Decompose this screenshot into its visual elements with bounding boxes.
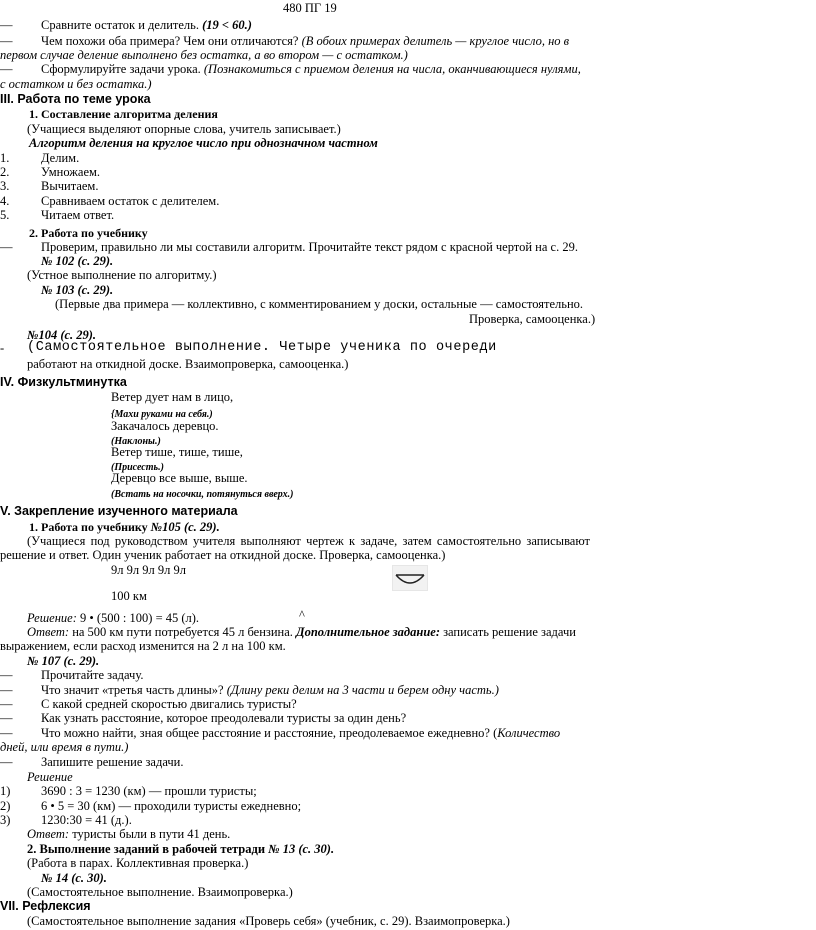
workbook-13-note: (Работа в парах. Коллективная проверка.) bbox=[27, 856, 249, 871]
algorithm-step: Сравниваем остаток с делителем. bbox=[41, 193, 220, 208]
subsection-workbook: 2. Выполнение заданий в рабочей тетради № 13 (с. 30). bbox=[27, 841, 335, 856]
intro-question-1: Сравните остаток и делитель. (19 < 60.) bbox=[41, 18, 252, 33]
exercise-104-note-cont: работают на откидной доске. Взаимопроверка, самооценка.) bbox=[27, 356, 349, 371]
exercise-107-answer-cont: дней, или время в пути.) bbox=[0, 740, 129, 755]
algorithm-step-num: 5. bbox=[0, 208, 10, 222]
intro-question-2: Чем похожи оба примера? Чем они отличаются? (В обоих примерах делитель — круглое число, но в bbox=[41, 33, 570, 48]
algorithm-step-num: 3. bbox=[0, 179, 10, 194]
poem-line: Деревцо все выше, выше. bbox=[111, 470, 248, 485]
algorithm-step: Умножаем. bbox=[41, 164, 101, 179]
section-4-title: IV. Физкультминутка bbox=[0, 374, 127, 389]
poem-line: Закачалось деревцо. bbox=[111, 418, 219, 433]
exercise-107-question: Прочитайте задачу. bbox=[41, 668, 144, 683]
dash: — bbox=[0, 62, 13, 77]
poem-action: (Наклоны.) bbox=[111, 436, 161, 448]
poem-line: Ветер дует нам в лицо, bbox=[111, 390, 234, 405]
algorithm-step: Делим. bbox=[41, 150, 80, 165]
section-7-note: (Самостоятельное выполнение задания «Проверь себя» (учебник, с. 29). Взаимопроверка.) bbox=[27, 913, 510, 928]
intro-question-3: Сформулируйте задачи урока. (Познакомиться с приемом деления на числа, оканчивающиеся нулями, bbox=[41, 62, 581, 77]
subsection-algorithm: 1. Составление алгоритма деления bbox=[29, 107, 218, 122]
dash: — bbox=[0, 33, 13, 48]
dash: — bbox=[0, 239, 13, 254]
dash: — bbox=[0, 697, 13, 711]
algorithm-title: Алгоритм деления на круглое число при однозначном частном bbox=[29, 136, 378, 151]
algorithm-step: Вычитаем. bbox=[41, 179, 99, 194]
solution-107-label: Решение bbox=[27, 769, 73, 784]
algorithm-step-num: 1. bbox=[0, 150, 10, 165]
dash: — bbox=[0, 18, 13, 33]
exercise-104-note: (Самостоятельное выполнение. Четыре ученика по очереди bbox=[27, 340, 497, 356]
segment-drawing bbox=[392, 565, 428, 591]
exercise-107-question: Как узнать расстояние, которое преодолевали туристы за один день? bbox=[41, 711, 407, 726]
poem-line: Ветер тише, тише, тише, bbox=[111, 444, 243, 459]
solution-step-num: 3) bbox=[0, 813, 11, 827]
dash: — bbox=[0, 725, 13, 740]
solution-step: 6 • 5 = 30 (км) — проходили туристы ежедневно; bbox=[41, 798, 302, 813]
section-5-title: V. Закрепление изученного материала bbox=[0, 504, 238, 519]
dash: — bbox=[0, 682, 13, 697]
exercise-103: № 103 (с. 29). bbox=[41, 282, 114, 297]
drawing-liters-label: 9л 9л 9л 9л 9л bbox=[111, 562, 186, 577]
section-7-title: VII. Рефлексия bbox=[0, 899, 91, 914]
exercise-102-note: (Устное выполнение по алгоритму.) bbox=[27, 268, 217, 283]
subsection-textbook-105: 1. Работа по учебнику №105 (с. 29). bbox=[29, 519, 220, 534]
page-header: 480 ПГ 19 bbox=[283, 1, 337, 15]
answer-105: Ответ: на 500 км пути потребуется 45 л бензина. Дополнительное задание: записать решение задачи bbox=[27, 625, 576, 640]
exercise-103-note: (Первые два примера — коллективно, с комментированием у доски, остальные — самостоятельно. bbox=[55, 297, 584, 312]
exercise-107-question: Что можно найти, зная общее расстояние и расстояние, преодолеваемое ежедневно? (Количество bbox=[41, 725, 561, 740]
subsection-textbook: 2. Работа по учебнику bbox=[29, 226, 148, 241]
exercise-102: № 102 (с. 29). bbox=[41, 254, 114, 268]
solution-step: 3690 : 3 = 1230 (км) — прошли туристы; bbox=[41, 784, 257, 799]
algorithm-step-num: 2. bbox=[0, 164, 10, 179]
poem-action: {Махи руками на себя.) bbox=[111, 408, 213, 420]
dash: — bbox=[0, 668, 13, 683]
exercise-107-question: С какой средней скоростью двигались туристы? bbox=[41, 697, 297, 711]
intro-answer-3-cont: с остатком и без остатка.) bbox=[0, 76, 152, 91]
dash: — bbox=[0, 711, 13, 726]
answer-107: Ответ: туристы были в пути 41 день. bbox=[27, 827, 231, 842]
dash: - bbox=[0, 341, 5, 356]
section-3-title: III. Работа по теме урока bbox=[0, 92, 151, 106]
drawing-km-label: 100 км bbox=[111, 588, 147, 603]
algorithm-step-num: 4. bbox=[0, 193, 10, 208]
exercise-104: №104 (с. 29). bbox=[27, 327, 97, 342]
solution-step: 1230:30 = 41 (д.). bbox=[41, 813, 132, 827]
algorithm-step: Читаем ответ. bbox=[41, 208, 115, 222]
dash: — bbox=[0, 754, 13, 769]
exercise-107-question: Что значит «третья часть длины»? (Длину реки делим на 3 части и берем одну часть.) bbox=[41, 682, 499, 697]
exercise-107: № 107 (с. 29). bbox=[27, 653, 100, 668]
extra-task-cont: выражением, если расход изменится на 2 л на 100 км. bbox=[0, 639, 286, 654]
subsection-algorithm-note: (Учащиеся выделяют опорные слова, учитель записывает.) bbox=[27, 121, 341, 136]
exercise-105-note-cont: решение и ответ. Один ученик работает на откидной доске. Проверка, самооценка.) bbox=[0, 548, 446, 563]
poem-action: (Присесть.) bbox=[111, 462, 164, 474]
poem-action: (Встать на носочки, потянуться вверх.) bbox=[111, 489, 294, 500]
intro-answer-2-cont: первом случае деление выполнено без остатка, а во втором — с остатком.) bbox=[0, 47, 408, 62]
caret-mark: ^ bbox=[299, 607, 305, 622]
workbook-14-note: (Самостоятельное выполнение. Взаимопроверка.) bbox=[27, 884, 293, 899]
exercise-107-question: Запишите решение задачи. bbox=[41, 754, 184, 769]
subsection-textbook-text: Проверим, правильно ли мы составили алгоритм. Прочитайте текст рядом с красной чертой на с. 29. bbox=[41, 239, 578, 254]
exercise-103-note-cont: Проверка, самооценка.) bbox=[469, 311, 596, 326]
solution-step-num: 1) bbox=[0, 784, 11, 799]
exercise-105-note: (Учащиеся под руководством учителя выполняют чертеж к задаче, затем самостоятельно записывают bbox=[27, 534, 590, 548]
workbook-exercise-14: № 14 (с. 30). bbox=[41, 870, 107, 885]
solution-step-num: 2) bbox=[0, 798, 11, 813]
solution-105: Решение: 9 • (500 : 100) = 45 (л). bbox=[27, 610, 200, 625]
